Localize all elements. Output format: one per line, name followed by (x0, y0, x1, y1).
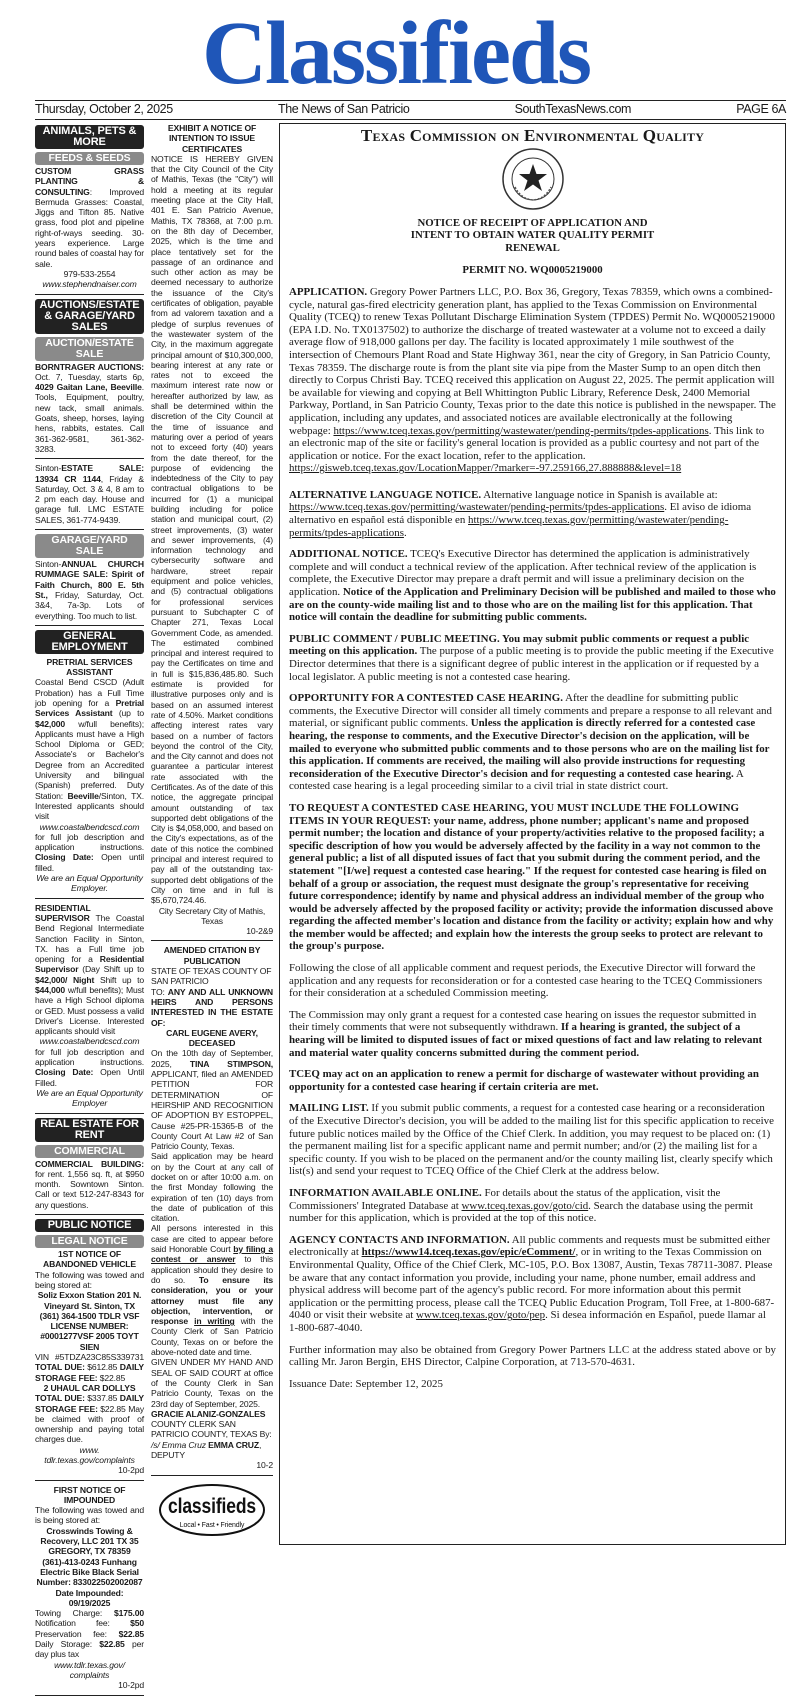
ad-text (35, 832, 144, 873)
notice-paragraph (289, 1068, 776, 1093)
logo-tagline: Local • Fast • Friendly (179, 1521, 245, 1529)
text-run: Open until filled. (35, 852, 144, 873)
text-run: (up to (112, 708, 144, 719)
page-number: PAGE 6A (736, 102, 786, 116)
ad-text (35, 1608, 144, 1659)
link-text[interactable]: in writing (194, 1316, 235, 1327)
text-run: for full job description and application instructions. (35, 831, 144, 853)
text-run: w/full benefits); Must have a High School diploma or GED. Must possess a valid Driver's License. Interested applicants should visit (35, 985, 144, 1037)
left-classifieds-column (35, 123, 144, 1700)
text-run: ADDITIONAL NOTICE. (289, 548, 408, 561)
permit-number: PERMIT NO. WQ0005219000 (462, 264, 603, 277)
text-run: BORNTRAGER AUCTIONS: (35, 361, 144, 372)
text-run: . Search the database using the permit number for this application, which is provided at the top of this notice. (289, 1199, 753, 1225)
text-run: CARL EUGENE AVERY, DECEASED (166, 1027, 258, 1049)
text-run: Notice of the Application and Preliminary Decision will be published and mailed to those who are on the county-wide mailing list and to those who are on the mailing list for this application. That notice will contain the deadline for submitting public comments. (289, 586, 776, 624)
ad-text (35, 1393, 144, 1444)
text-run: $612.85 (84, 1362, 120, 1373)
text-run: PUBLIC COMMENT / PUBLIC MEETING. You may submit public comments or request a public meeting on this application. (289, 632, 750, 658)
ad-text (35, 559, 144, 621)
ad-text (151, 1357, 273, 1408)
text-run: www.tdlr.texas.gov/ complaints (54, 1659, 125, 1680)
text-run: PRETRIAL SERVICES ASSISTANT (46, 656, 133, 678)
notice-paragraph (289, 286, 776, 475)
notice-paragraph (289, 489, 776, 539)
tceq-notice (279, 123, 786, 1545)
link-text[interactable]: https://www.tceq.texas.gov/permitting/wastewater/pending-permits/tpdes-applications (333, 424, 709, 437)
text-run: We are an Equal Opportunity Employer (36, 1087, 143, 1109)
text-run: COMMERCIAL BUILDING: (35, 1158, 144, 1169)
text-run: CUSTOM GRASS PLANTING & CONSULTING (35, 166, 144, 197)
text-run: $175.00 (113, 1608, 144, 1619)
ad-text (35, 1088, 144, 1109)
ad-text (35, 1383, 144, 1393)
text-run: TCEQ's Executive Director has determined the application is administratively complete and will conduct a technical review of the application. After technical review of the application is complete, the Executive Director may prepare a draft permit and will issue a preliminary decision on the application. (289, 548, 757, 599)
text-run: Unless the application is directly referred for a contested case hearing, the response to comments, and the Executive Director's decision on the application, will be mailed to everyone who submitted public comments and to those persons who are on the mailing list for this application. If comments are received, the mailing will also provide instructions for requesting reconsideration of the Executive Director's decision and for requesting a contested case hearing. (289, 717, 770, 780)
ad-text (35, 1680, 144, 1690)
text-run: EXHIBIT A NOTICE OF INTENTION TO ISSUE CERTIFICATES (167, 123, 257, 154)
subsection-header: FEEDS & SEEDS (35, 152, 144, 165)
subsection-header: GARAGE/YARD SALE (35, 534, 144, 558)
ad-text (35, 463, 144, 525)
ad-text (35, 1526, 144, 1608)
text-run: www.stephendnaiser.com (42, 279, 137, 290)
text-run: with the County Clerk of San Patricio County, Texas on or before the above-noted date and time. (151, 1316, 274, 1358)
text-run: APPLICATION. (289, 285, 368, 298)
text-run: 10-2 (256, 1460, 273, 1471)
text-run: $22.85 May be claimed with proof of ownership and paying total charges due. (35, 1403, 144, 1445)
text-run: The Coastal Bend Regional Intermediate Sanction Facility in Sinton, TX. has a Full time job opening for a (35, 912, 144, 965)
notice-paragraph (289, 1009, 776, 1059)
text-run: OPPORTUNITY FOR A CONTESTED CASE HEARING. (289, 692, 563, 705)
ad-text (151, 123, 273, 154)
text-run: RESIDENTIAL SUPERVISOR (35, 902, 91, 923)
divider (35, 529, 144, 530)
text-run: AMENDED CITATION BY PUBLICATION (163, 945, 261, 966)
link-text[interactable]: by filing a contest or answer (151, 1244, 273, 1265)
ad-text (151, 987, 273, 1028)
text-run: The following was towed and is being stored at: (35, 1505, 144, 1526)
text-run: Said application may be heard on by the Court at any call of docket on or after 10:00 a.m. on the first Monday following the expiration of ten (10) days from the date of publication of this citation. (151, 1151, 273, 1224)
ad-text (151, 1223, 273, 1357)
ad-text (151, 926, 273, 936)
text-run: City Secretary City of Mathis, Texas (158, 905, 266, 926)
section-header: AUCTIONS/ESTATE & GARAGE/YARD SALES (35, 299, 144, 334)
ad-text (151, 154, 273, 906)
paper-name: The News of San Patricio (277, 102, 410, 116)
divider (35, 294, 144, 295)
text-run: NOTICE IS HEREBY GIVEN that the City Council of the City of Mathis, Texas (the "City") will hold a meeting at its regular meeting place at the City Hall, 401 E. San Patricio Avenue, Mathis, TX 78368, at 7:00 p.m. on the 8th day of December, 2025, which is the time and place tentatively set for the passage of an ordinance and such other action as may be deemed necessary to authorize the issuance of the City's certificates of obligation, payable from ad valorem taxation and a pledge of surplus revenues of the wastewater system of the City, in the maximum aggregate principal amount of $10,300,000, bearing interest at any rate or rates not to exceed the maximum interest rate now or hereafter authorized by law, as shall be determined within the discretion of the City Council at the time of issuance and maturing over a period of years not to exceed forty (40) years from the date thereof, for the purpose of evidencing the indebtedness of the City to pay contractual obligations to be incurred for (1) a municipal building including for police station and municipal court, (2) street improvements, (3) water and sewer improvements, (4) information technology and cybersecurity software and hardware, street repair equipment and police vehicles, and (5) contractual obligations for professional services pursuant to Subchapter C of Chapter 271, Texas Local Government Code, as amended. The estimated combined principal and interest required to pay the Certificates on time and in full is $15,836,485.80. Such estimate is provided for illustrative purposes only and is based on an assumed interest rate of 4.50%. Market conditions affecting interest rates vary based on a number of factors beyond the control of the City, and the City cannot and does not guarantee a particular interest rate associated with the Certificates. As of the date of this notice, the aggregate principal amount outstanding of tax supported debt obligations of the City is $4,058,000, and based on the City's expectations, as of the date of this notice the combined principal and interest required to pay all of the outstanding tax-supported debt obligations of the City on time and in full is $5,670,724.46. (151, 153, 273, 906)
text-run: Closing Date: (35, 1067, 94, 1078)
text-run: $22.85 (97, 1372, 126, 1383)
section-header: REAL ESTATE FOR RENT (35, 1118, 144, 1142)
text-run: Oct. 7, Tuesday, starts 6p, (35, 371, 144, 382)
text-run: APPLICANT, filed an AMENDED PETITION FOR DETERMINATION OF HEIRSHIP AND RECOGNITION OF ADOPTION BY ESTOPPEL, Cause #25-PR-15365-B of the County Court At Law #2 of San Patricio County, Texas. (151, 1069, 273, 1152)
divider (151, 1475, 273, 1476)
ad-text (35, 1159, 144, 1210)
section-header: ANIMALS, PETS & MORE (35, 125, 144, 149)
text-run: AGENCY CONTACTS AND INFORMATION. (289, 1233, 510, 1246)
text-run: We are an Equal Opportunity Employer. (36, 873, 143, 894)
text-run: ALTERNATIVE LANGUAGE NOTICE. (289, 488, 482, 501)
text-run: COUNTY CLERK SAN PATRICIO COUNTY, TEXAS By: (151, 1419, 272, 1440)
text-run: ANNUAL CHURCH RUMMAGE SALE: Spirit of Faith Church, 800 E. 5th St., (35, 559, 144, 600)
section-header: PUBLIC NOTICE (35, 1219, 144, 1232)
text-run: 1ST NOTICE OF ABANDONED VEHICLE (43, 1249, 136, 1270)
notice-paragraph (289, 962, 776, 1000)
text-run: Residential Supervisor (35, 954, 144, 975)
ad-text (35, 822, 144, 832)
text-run: Shift up to (94, 974, 144, 985)
notice-paragraph (289, 548, 776, 624)
notice-paragraph (289, 1344, 776, 1369)
text-run: All public comments and requests must be submitted either electronically at (289, 1233, 771, 1259)
text-run: Friday, Saturday, Oct. 3&4, 7a-3p. Lots of everything. Too much to list. (35, 589, 144, 621)
text-run: EMMA CRUZ (208, 1439, 259, 1450)
ad-text (35, 1485, 144, 1506)
ad-text (35, 1290, 144, 1352)
link-text[interactable]: https://gisweb.tceq.texas.gov/LocationMapper/?marker=-97.259166,27.888888&level=18 (289, 462, 682, 475)
text-run: Towing Charge: (35, 1608, 114, 1619)
notice-paragraph (289, 1234, 776, 1335)
masthead-title: Classifieds (201, 4, 591, 103)
divider (35, 1480, 144, 1481)
ad-text (35, 1445, 144, 1466)
text-run: $337.85 (84, 1393, 120, 1404)
text-run: $22.85 (99, 1639, 125, 1650)
text-run: . Tools, Equipment, poultry, new tack, small animals. Goats, sheep, horses, laying hens, rabbits, estates. Call 361-362-9581, 361-362-3283. (35, 382, 144, 454)
text-run: www. tdlr.texas.gov/complaints (44, 1444, 135, 1465)
divider (35, 1695, 144, 1696)
text-run: After the deadline for submitting public comments, the Executive Director will consider all timely comments and prepare a response to all relevant and material, or significant public comments. (289, 692, 772, 730)
text-run: /Sinton, TX. Interested applicants should visit (35, 790, 144, 822)
text-run: TO: (151, 986, 168, 997)
ad-text (35, 1036, 144, 1046)
ad-text (35, 903, 144, 1037)
text-run: Open Until Filled. (35, 1067, 145, 1088)
text-run: Crosswinds Towing & Recovery, LLC 201 TX 35 GREGORY, TX 78359 (361)-413-0243 Funhang Electric Bike Black Serial Number: 833022502002087 Date Impounded: 09/19/2025 (36, 1525, 143, 1608)
text-run: for full job description and application instructions. (35, 1046, 144, 1068)
ad-text (35, 269, 144, 279)
text-run: FIRST NOTICE OF IMPOUNDED (53, 1484, 126, 1505)
text-run: INFORMATION AVAILABLE ONLINE. (289, 1186, 482, 1199)
ad-text (151, 966, 273, 987)
ad-text (35, 1270, 144, 1291)
ad-text (35, 362, 144, 455)
link-text[interactable]: https://www.tceq.texas.gov/permitting/wastewater/pending-permits/tpdes-applications (289, 501, 665, 514)
text-run: TCEQ may act on an application to renew a permit for discharge of wastewater without providing an opportunity for a contested case hearing if certain criteria are met. (289, 1068, 759, 1093)
text-run: . This link to an electronic map of the site or facility's general location is provided as a public courtesy and not part of the application or notice. For the exact location, refer to the application. (289, 424, 765, 462)
text-run: 2 UHAUL CAR DOLLYS (43, 1382, 136, 1393)
text-run: Sinton- (35, 559, 62, 570)
logo-word: classifieds (168, 1494, 256, 1518)
notice-paragraph (289, 1378, 776, 1391)
text-run: 979-533-2554 (63, 268, 116, 279)
text-run: 10-2pd (118, 1680, 144, 1691)
ad-text (35, 1505, 144, 1526)
text-run: /s/ Emma Cruz (151, 1439, 206, 1450)
ad-text (151, 906, 273, 927)
ad-text (151, 1460, 273, 1470)
ad-text (35, 1249, 144, 1270)
subsection-header: COMMERCIAL (35, 1145, 144, 1158)
text-run: Coastal Bend CSCD (Adult Probation) has a Full Time job opening for a (35, 677, 144, 708)
text-run: The purpose of a public meeting is to provide the public meeting if the Executive Director determines that there is a significant degree of public interest in the application or if requested by a local legislator. A public meeting is not a contested case hearing. (289, 645, 774, 683)
text-run: To ensure its consideration, you or your attorney must file any objection, intervention, or response (151, 1274, 273, 1327)
text-run: 4029 Gaitan Lane, Beeville (35, 382, 142, 393)
text-run: If you submit public comments, a request for a contested case hearing or a reconsideration of the Executive Director's decision, you will be added to the mailing list for this specific application to receive future public notices mailed by the Office of the Chief Clerk. In addition, you may request to be placed on: (1) the permanent mailing list for a specific applicant name and permit number; and/or (2) the mailing list for a specific county. If you wish to be placed on the permanent and/or the county mailing list, clearly specify which list(s) and send your request to TCEQ Office of the Chief Clerk at the address below. (289, 1102, 774, 1178)
ad-text (35, 279, 144, 289)
text-run: , or in writing to the Texas Commission on Environmental Quality, Office of the Chief Clerk, MC-105, P.O. Box 13087, Austin, Texas 78711-3087. Please be aware that any contact information you provide, including your name, phone number, email address and physical address will become part of the agency's public record. For more information about this permit application or the permitting process, please call the TCEQ Public Education Program, Toll Free, at 1-800-687-4040 or visit their website at (289, 1246, 775, 1322)
text-run: Beeville (67, 790, 99, 801)
text-run: GRACIE ALANIZ-GONZALES (151, 1408, 266, 1419)
text-run: $44,000 (35, 985, 66, 995)
ad-text (35, 166, 144, 269)
text-run: TINA STIMPSON, (189, 1058, 273, 1069)
text-run: Further information may also be obtained from Gregory Power Partners LLC at the address stated above or by calling Mr. Jaron Bergin, EHS Director, Calpine Corporation, at 713-570-4631. (289, 1343, 776, 1369)
text-run: per day plus tax (35, 1639, 144, 1660)
text-run: ESTATE SALE: 13934 CR 1144 (35, 463, 144, 484)
text-run: $42,000/ Night (35, 974, 95, 985)
text-run: ANY AND ALL UNKNOWN HEIRS AND PERSONS INTERESTED IN THE ESTATE OF: (151, 986, 273, 1028)
text-run: for rent. 1,556 sq. ft, at $950 month. Sowntown Sinton. Call or text 512-247-8343 for any questions. (35, 1168, 144, 1210)
notice-paragraph (289, 633, 776, 683)
text-run: TO REQUEST A CONTESTED CASE HEARING, YOU MUST INCLUDE THE FOLLOWING ITEMS IN YOUR REQUEST: your name, address, phone number; applicant's name and proposed permit number; the location and distance of your property/activities relative to the proposed facility; a specific description of how you would be adversely affected by the facility in a way not common to the general public; a list of all disputed issues of fact that you submit during the comment period, and the statement "[I/we] request a contested case hearing." If the request for contested case hearing is filed on behalf of a group or association, the request must designate the group's representative for receiving future correspondence; identify by name and physical address an individual member of the group who would be adversely affected by the proposed facility or activity; provide the information discussed above regarding the affected member's location and distance from the facility or activity; explain how and why the member would be affected; and explain how the interests the group seeks to protect are relevant to the group's purpose. (289, 801, 774, 953)
text-run: On the 10th day of September, 2025, (151, 1048, 273, 1069)
ad-text (35, 873, 144, 894)
classifieds-logo (157, 1482, 267, 1538)
text-run: All persons interested in this case are cited to appear before said Honorable Court (151, 1223, 273, 1255)
website-link[interactable]: SouthTexasNews.com (514, 102, 632, 116)
text-run: www.coastalbendcscd.com (39, 821, 140, 832)
notice-agency-title: Texas Commission on Environmental Quality (360, 126, 705, 145)
ad-text (151, 1028, 273, 1049)
ad-text (151, 1048, 273, 1151)
text-run: . (403, 526, 407, 539)
text-run: : Improved Bermuda Grasses: Coastal, Jiggs and Tifton 85. Native grass, food plot and pipeline right-of-ways seeding. 30-years experience. Large round bales of coastal hay for sale. (35, 186, 144, 269)
ad-text (35, 1047, 144, 1088)
text-run: w/full benefits); Applicants must have a High School Diploma or GED; Associate's or Bachelor's Degree from an Accredited University and bilingual (Spanish) preferred. Duty Station: (35, 718, 144, 801)
text-run: Gregory Power Partners LLC, P.O. Box 36, Gregory, Texas 78359, which owns a combined-cycle, natural gas-fired electricity generation plant, has applied to the Texas Commission on Environmental Quality (TCEQ) to renew Texas Pollutant Discharge Elimination System (TPDES) Permit No. WQ0005219000 (EPA I.D. No. TX0137502) to authorize the discharge of treated wastewater at a volume not to exceed a daily average flow of 918,000 gallons per day. The facility is located approximately 1 mile southwest of the intersection of Chemours Plant Road and State Highway 361, near the city of Gregory, in San Patricio County, Texas 78359. The discharge route is from the plant site via pipe from the Master Sump to an open ditch then directly to Corpus Christi Bay. TCEQ received this application on August 22, 2025. The permit application will be available for viewing and copying at Bell Whittington Public Library, Reference Desk, 2400 Memorial Parkway, Portland, in San Patricio County, Texas prior to the date this notice is published in the newspaper. The application, including any updates, and associated notices are available electronically at the following webpage: (289, 285, 776, 437)
texas-state-seal-icon (501, 147, 565, 211)
text-run: Issuance Date: September 12, 2025 (289, 1377, 443, 1390)
text-run: The Commission may only grant a request for a contested case hearing on issues the requestor submitted in their timely comments that were not subsequently withdrawn. (289, 1008, 757, 1034)
section-header: GENERAL EMPLOYMENT (35, 630, 144, 654)
text-run: $22.85 (118, 1628, 144, 1639)
text-run: , DEPUTY (151, 1439, 262, 1460)
link-text[interactable]: www.tceq.texas.gov/goto/cid (461, 1199, 589, 1212)
divider (35, 898, 144, 899)
text-run: Closing Date: (35, 852, 94, 863)
text-run: A contested case hearing is a legal proceeding similar to a civil trial in state district court. (289, 767, 744, 793)
text-run: (Day Shift up to (78, 964, 144, 975)
notice-paragraph (289, 692, 776, 793)
divider (151, 940, 273, 941)
subsection-header: LEGAL NOTICE (35, 1235, 144, 1248)
text-run: GIVEN UNDER MY HAND AND SEAL OF SAID COURT at office of the County Clerk in San Patricio County, Texas on the 23rd day of September, 2025. (151, 1357, 273, 1409)
notice-paragraph (289, 802, 776, 953)
text-run: Daily Storage: (35, 1639, 100, 1650)
text-run: Sinton- (35, 463, 62, 474)
text-run: The following was towed and being stored at: (35, 1269, 144, 1290)
link-text[interactable]: www.tceq.texas.gov/goto/pep (416, 1309, 546, 1322)
text-run: Preservation fee: (35, 1628, 119, 1639)
middle-notices (151, 123, 273, 1476)
text-run: Alternative language notice in Spanish is available at: (481, 488, 718, 501)
text-run: $42,000 (35, 718, 66, 729)
text-run: 10-2pd (118, 1465, 144, 1476)
text-run: DAILY STORAGE FEE: (35, 1393, 144, 1414)
text-run: . Si desea información en Español, puede llamar al 1-800-687-4040. (289, 1309, 766, 1334)
text-run: , Friday & Saturday, Oct. 3 & 4, 8 am to 2 pm each day. House and garage full. LMC ESTATE SALES, 361-774-9439. (35, 473, 144, 525)
ad-text (151, 1151, 273, 1223)
ad-text (35, 657, 144, 678)
text-run: DAILY STORAGE FEE: (35, 1362, 144, 1383)
text-run: If a hearing is granted, the subject of a hearing will be limited to disputed issues of fact or mixed questions of fact and law relating to relevant and material water quality concerns submitted during the comment period. (289, 1021, 763, 1059)
ad-text (35, 677, 144, 821)
text-run: MAILING LIST. (289, 1102, 369, 1115)
text-run: TOTAL DUE: (35, 1393, 85, 1404)
divider (35, 1214, 144, 1215)
ad-text (35, 1352, 144, 1383)
ad-text (35, 1465, 144, 1475)
text-run: VIN #5TDZA23C85S339731 (35, 1352, 144, 1363)
text-run: Notification fee: (35, 1618, 131, 1629)
link-text[interactable]: https://www.tceq.texas.gov/permitting/wastewater/pending-permits/tpdes-applications (289, 514, 729, 539)
text-run: Pretrial Services Assistant (35, 697, 144, 719)
text-run: Following the close of all applicable comment and request periods, the Executive Director will forward the application and any requests for reconsideration or for a contested case hearing to the TCEQ Commissioners for their consideration at a scheduled Commission meeting. (289, 962, 763, 1000)
ad-text (151, 1409, 273, 1460)
notice-paragraph (289, 1102, 776, 1178)
middle-legal-column (151, 123, 273, 1538)
notice-heading: NOTICE OF RECEIPT OF APPLICATION AND INTENT TO OBTAIN WATER QUALITY PERMIT RENEWAL (410, 216, 655, 254)
text-run: For details about the status of the application, visit the Commissioners' Integrated Database at (289, 1186, 721, 1212)
text-run: TOTAL DUE: (35, 1362, 85, 1373)
text-run: to this application should they desire to do so. (151, 1254, 273, 1285)
issue-date: Thursday, October 2, 2025 (35, 102, 173, 116)
notice-body (289, 286, 776, 1390)
divider (35, 458, 144, 459)
text-run: . El aviso de idioma alternativo en español está disponible en (289, 501, 752, 527)
ad-text (35, 1660, 144, 1681)
dateline (35, 100, 786, 120)
subsection-header: AUCTION/ESTATE SALE (35, 337, 144, 361)
divider (35, 625, 144, 626)
text-run: STATE OF TEXAS COUNTY OF SAN PATRICIO (151, 966, 272, 987)
ad-text (151, 945, 273, 966)
text-run: www.coastalbendcscd.com (39, 1036, 140, 1047)
text-run: $50 (130, 1618, 144, 1629)
text-run: Soliz Exxon Station 201 N. Vineyard St. Sinton, TX (361) 364-1500 TDLR VSF LICENSE NUMBER: #0001277VSF 2005 TOYT SIEN (37, 1290, 142, 1352)
notice-paragraph (289, 1187, 776, 1225)
link-text[interactable]: https://www14.tceq.texas.gov/epic/eComment/ (361, 1246, 576, 1259)
text-run: 10-2&9 (246, 926, 273, 937)
divider (35, 1113, 144, 1114)
